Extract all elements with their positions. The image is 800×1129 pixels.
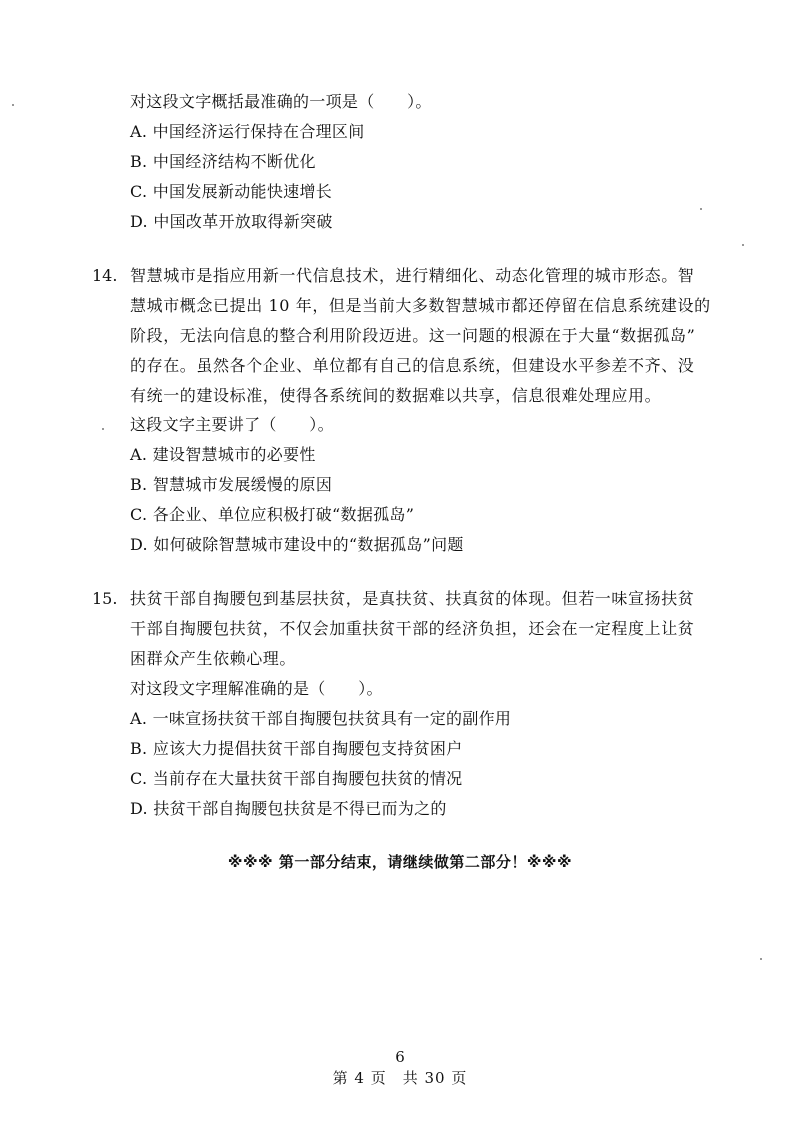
scan-speck bbox=[742, 244, 744, 246]
scan-speck bbox=[700, 208, 702, 210]
page-footer: 第 4 页 共 30 页 bbox=[332, 1069, 468, 1087]
q13-option-d[interactable]: D. 中国改革开放取得新突破 bbox=[130, 212, 333, 231]
section-end-banner: ※※※ 第一部分结束，请继续做第二部分！※※※ bbox=[227, 853, 573, 871]
q15-stem-line: 扶贫干部自掏腰包到基层扶贫，是真扶贫、扶真贫的体现。但若一味宣扬扶贫 bbox=[130, 589, 695, 608]
q15-option-a[interactable]: A. 一味宣扬扶贫干部自掏腰包扶贫具有一定的副作用 bbox=[130, 709, 512, 728]
q14-number: 14. bbox=[92, 266, 118, 285]
scan-speck bbox=[760, 958, 762, 960]
q14-stem-line: 有统一的建设标准，使得各系统间的数据难以共享，信息很难处理应用。 bbox=[130, 386, 662, 405]
sheet-page-number: 6 bbox=[395, 1048, 405, 1066]
q13-option-c[interactable]: C. 中国发展新动能快速增长 bbox=[130, 182, 333, 201]
q14-option-b[interactable]: B. 智慧城市发展缓慢的原因 bbox=[130, 475, 333, 494]
q14-option-d[interactable]: D. 如何破除智慧城市建设中的“数据孤岛”问题 bbox=[130, 535, 464, 554]
q13-prompt: 对这段文字概括最准确的一项是（ ）。 bbox=[130, 92, 432, 111]
q15-number: 15. bbox=[92, 589, 118, 608]
q14-prompt: 这段文字主要讲了（ ）。 bbox=[130, 415, 334, 434]
q15-option-b[interactable]: B. 应该大力提倡扶贫干部自掏腰包支持贫困户 bbox=[130, 739, 463, 758]
q15-prompt: 对这段文字理解准确的是（ ）。 bbox=[130, 679, 383, 698]
q15-stem-line: 干部自掏腰包扶贫，不仅会加重扶贫干部的经济负担，还会在一定程度上让贫 bbox=[130, 619, 695, 638]
q15-option-d[interactable]: D. 扶贫干部自掏腰包扶贫是不得已而为之的 bbox=[130, 799, 447, 818]
q14-option-a[interactable]: A. 建设智慧城市的必要性 bbox=[130, 445, 316, 464]
q14-option-c[interactable]: C. 各企业、单位应积极打破“数据孤岛” bbox=[130, 505, 415, 524]
q14-stem-line: 阶段，无法向信息的整合利用阶段迈进。这一问题的根源在于大量“数据孤岛” bbox=[130, 326, 696, 345]
q14-stem-line: 的存在。虽然各个企业、单位都有自己的信息系统，但建设水平参差不齐、没 bbox=[130, 356, 695, 375]
q15-stem-line: 困群众产生依赖心理。 bbox=[130, 649, 297, 668]
scan-speck bbox=[12, 104, 14, 106]
q14-stem-line: 慧城市概念已提出 10 年，但是当前大多数智慧城市都还停留在信息系统建设的 bbox=[130, 296, 711, 315]
q14-stem-line: 智慧城市是指应用新一代信息技术，进行精细化、动态化管理的城市形态。智 bbox=[130, 266, 695, 285]
q15-option-c[interactable]: C. 当前存在大量扶贫干部自掏腰包扶贫的情况 bbox=[130, 769, 463, 788]
q13-option-b[interactable]: B. 中国经济结构不断优化 bbox=[130, 152, 316, 171]
q13-option-a[interactable]: A. 中国经济运行保持在合理区间 bbox=[130, 122, 365, 141]
scan-speck bbox=[102, 428, 104, 430]
